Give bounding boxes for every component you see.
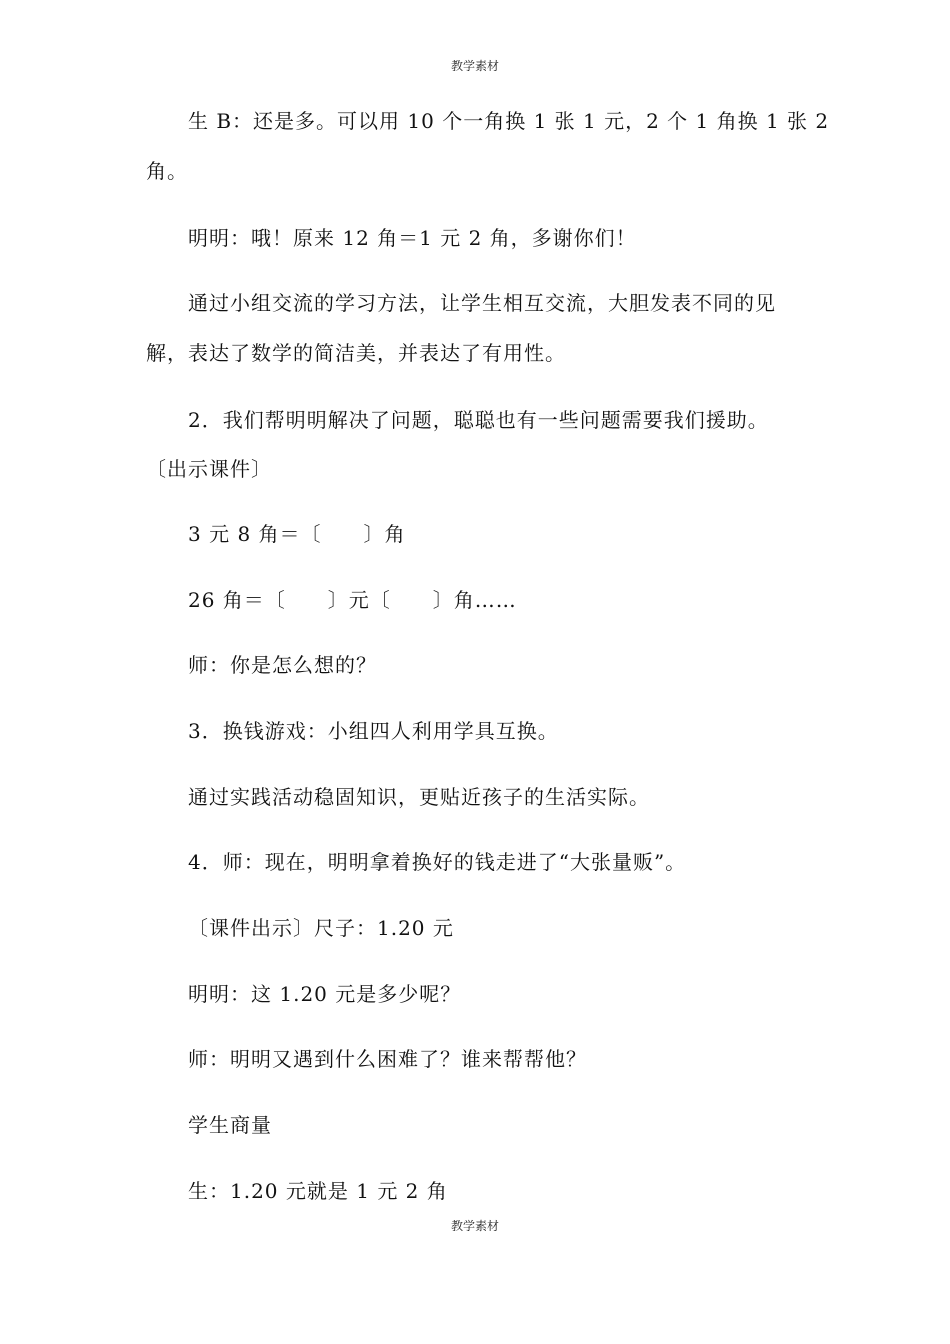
paragraph-line: 角。	[146, 159, 188, 183]
paragraph-line: 师：明明又遇到什么困难了？谁来帮帮他？	[188, 1047, 587, 1071]
page-footer: 教学素材	[450, 1219, 499, 1233]
paragraph-line: 4．师：现在，明明拿着换好的钱走进了“大张量贩”。	[188, 850, 687, 874]
paragraph-line: 生 B：还是多。可以用 10 个一角换 1 张 1 元，2 个 1 角换 1 张 2	[188, 109, 830, 133]
page-header: 教学素材	[450, 59, 499, 73]
paragraph-line: 生：1.20 元就是 1 元 2 角	[188, 1179, 448, 1203]
paragraph-line: 明明：这 1.20 元是多少呢？	[188, 982, 462, 1006]
paragraph-line: 2．我们帮明明解决了问题，聪聪也有一些问题需要我们援助。	[188, 408, 769, 432]
paragraph-line: 解，表达了数学的简洁美，并表达了有用性。	[146, 341, 566, 365]
paragraph-line: 26 角＝〔 〕元〔 〕角……	[188, 588, 517, 612]
paragraph-line: 明明：哦！原来 12 角＝1 元 2 角，多谢你们！	[188, 226, 637, 250]
paragraph-line: 3．换钱游戏：小组四人利用学具互换。	[188, 719, 559, 743]
paragraph-line: 〔课件出示〕尺子：1.20 元	[188, 916, 454, 940]
paragraph-line: 通过实践活动稳固知识，更贴近孩子的生活实际。	[188, 785, 650, 809]
paragraph-line: 3 元 8 角＝〔 〕角	[188, 522, 406, 546]
paragraph-line: 学生商量	[188, 1113, 272, 1137]
paragraph-line: 〔出示课件〕	[146, 457, 272, 481]
paragraph-line: 师：你是怎么想的？	[188, 653, 377, 677]
paragraph-line: 通过小组交流的学习方法，让学生相互交流，大胆发表不同的见	[188, 291, 776, 315]
